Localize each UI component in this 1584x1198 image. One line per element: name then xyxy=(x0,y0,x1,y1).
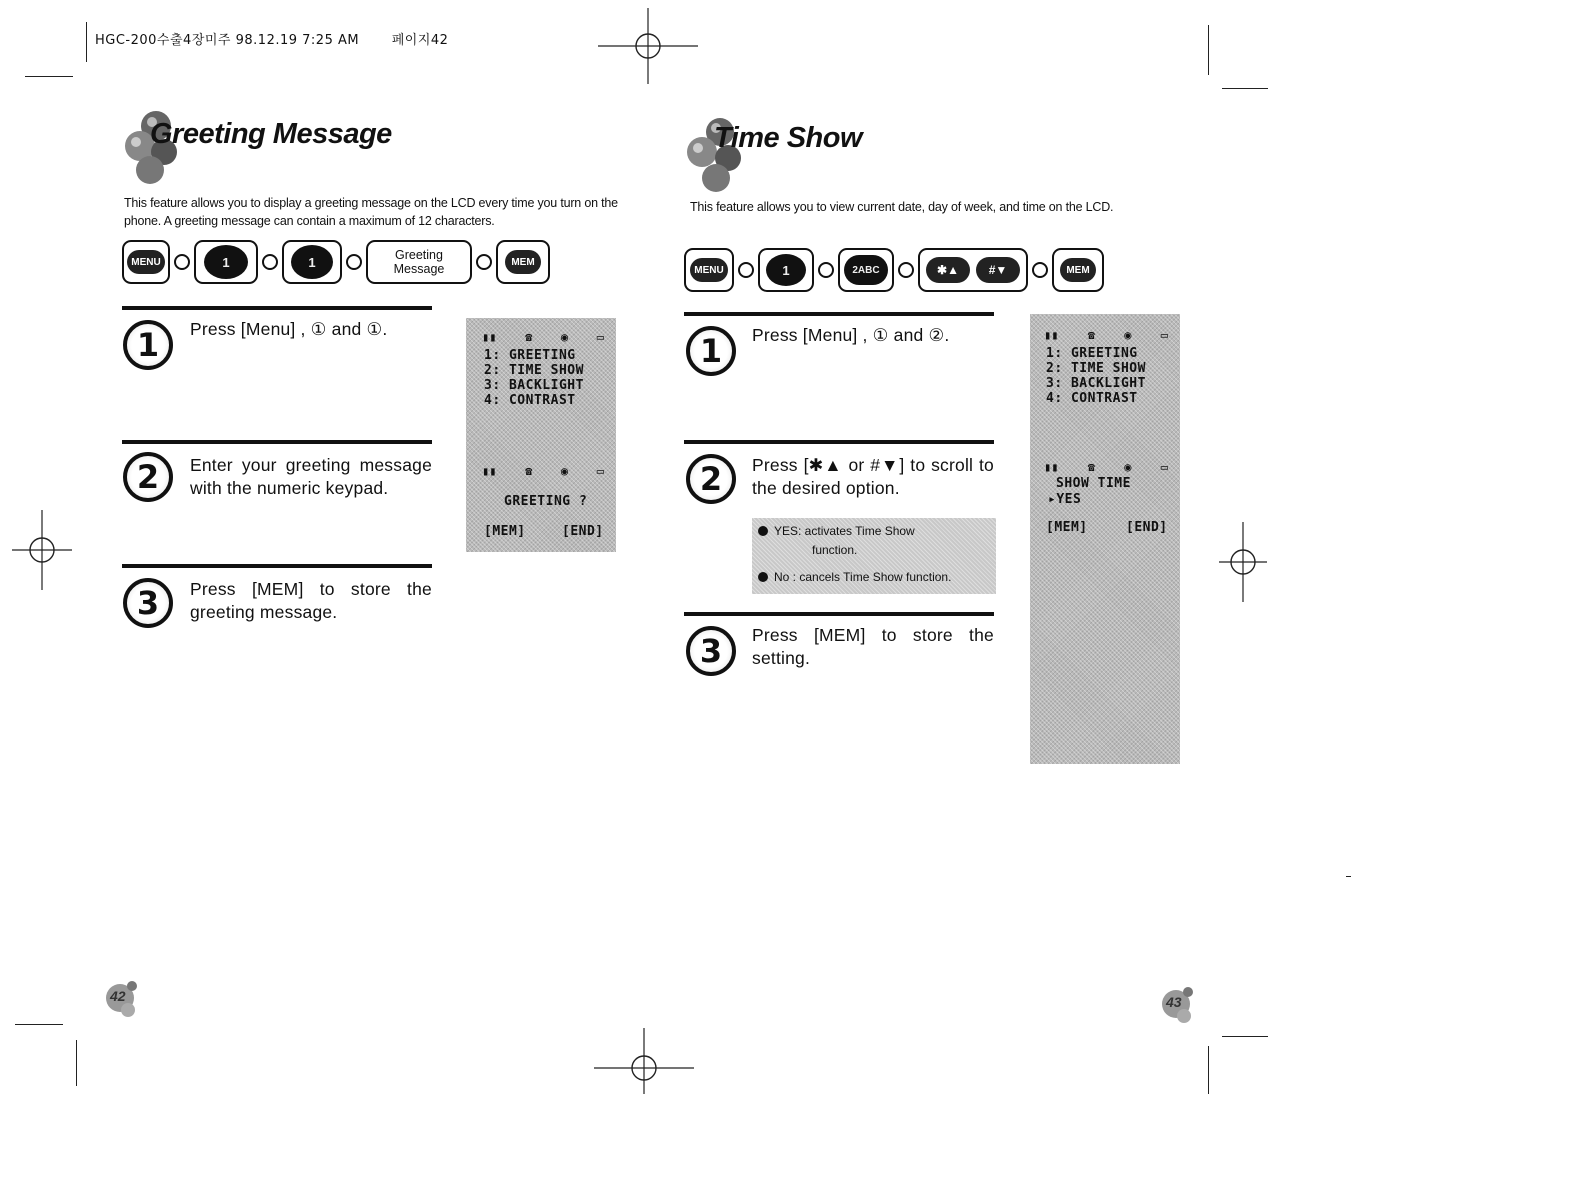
one-key xyxy=(758,248,814,292)
next-arrow-icon xyxy=(1032,262,1048,278)
next-arrow-icon xyxy=(476,254,492,270)
step-instruction: Press [Menu] , ① and ①. xyxy=(190,319,388,339)
phone-icon: ☎ xyxy=(1087,460,1095,474)
note-yes xyxy=(758,524,915,538)
roam-icon: ◉ xyxy=(1124,460,1132,474)
lcd-menu-line: 3: BACKLIGHT xyxy=(484,378,584,393)
feature-description: This feature allows you to view current date, day of week, and time on the LCD. xyxy=(690,200,1114,214)
note-no-text: No : cancels Time Show function. xyxy=(774,570,952,584)
step-divider xyxy=(122,306,432,310)
menu-key xyxy=(122,240,170,284)
step-number-badge: 2 xyxy=(686,454,736,504)
mem-key-label: MEM xyxy=(1060,258,1096,282)
crop-mark xyxy=(25,76,73,77)
crop-mark xyxy=(76,1040,77,1086)
one-key xyxy=(282,240,342,284)
step-number-badge: 2 xyxy=(123,452,173,502)
step-divider xyxy=(122,564,432,568)
entry-label-line1: Greeting xyxy=(395,248,443,262)
menu-key-label: MENU xyxy=(127,250,165,274)
crop-mark xyxy=(1222,1036,1268,1037)
greeting-message-entry xyxy=(366,240,472,284)
next-arrow-icon xyxy=(346,254,362,270)
page-number-badge xyxy=(1156,980,1202,1026)
one-key-label: 1 xyxy=(291,245,333,279)
page-number-badge xyxy=(100,974,146,1020)
lcd-menu-line: 4: CONTRAST xyxy=(1046,391,1138,406)
key-sequence xyxy=(122,240,550,284)
signal-icon: ▮▮ xyxy=(482,330,497,344)
step-number-badge: 3 xyxy=(123,578,173,628)
crop-mark xyxy=(1222,88,1268,89)
lcd-prompt-line: GREETING ? xyxy=(504,494,588,509)
lcd-menu-line: 3: BACKLIGHT xyxy=(1046,376,1146,391)
page-number: 42 xyxy=(110,988,126,1004)
lcd-softkey-right: [END] xyxy=(1126,520,1168,535)
one-key-label: 1 xyxy=(204,245,248,279)
lcd-menu-line: 1: GREETING xyxy=(1046,346,1138,361)
print-header-text: HGC-200수출4장미주 98.12.19 7:25 AM xyxy=(95,33,360,48)
registration-target-icon xyxy=(1193,522,1293,602)
roam-icon: ◉ xyxy=(560,330,569,344)
signal-icon: ▮▮ xyxy=(1044,460,1059,474)
page-title: Greeting Message xyxy=(150,118,392,150)
lcd-menu-line: 1: GREETING xyxy=(484,348,576,363)
menu-key-label: MENU xyxy=(690,258,728,282)
crop-mark xyxy=(1208,1046,1209,1094)
roam-icon: ◉ xyxy=(560,464,569,478)
key-sequence xyxy=(684,248,1104,292)
mem-key xyxy=(496,240,550,284)
note-yes-text: YES: activates Time Show xyxy=(774,524,915,538)
print-header xyxy=(95,29,448,48)
battery-icon: ▭ xyxy=(596,464,604,478)
step-instruction: Press [MEM] to store the setting. xyxy=(752,625,994,668)
bullet-icon xyxy=(758,572,768,582)
scroll-keys xyxy=(918,248,1028,292)
bullet-icon xyxy=(758,526,768,536)
feature-description: This feature allows you to display a greeting message on the LCD every time you turn on the phone. A greeting message can contain a maximum of 12 characters. xyxy=(124,196,618,228)
lcd-softkey-right: [END] xyxy=(562,524,604,539)
crop-mark xyxy=(15,1024,63,1025)
registration-target-icon xyxy=(598,6,698,86)
step-number-badge: 3 xyxy=(686,626,736,676)
step-instruction: Press [MEM] to store the greeting message. xyxy=(190,579,432,622)
step-divider xyxy=(122,440,432,444)
crop-mark xyxy=(1346,876,1351,877)
lcd-status-icons xyxy=(1044,460,1168,474)
lcd-option-line: ▸YES xyxy=(1048,492,1082,507)
mem-key xyxy=(1052,248,1104,292)
signal-icon: ▮▮ xyxy=(482,464,497,478)
next-arrow-icon xyxy=(898,262,914,278)
step-instruction: Enter your greeting message with the numeric keypad. xyxy=(190,455,432,498)
hash-down-key-label: #▼ xyxy=(976,257,1020,283)
step-instruction: Press [✱▲ or #▼] to scroll to the desired option. xyxy=(752,455,994,498)
lcd-title-line: SHOW TIME xyxy=(1056,476,1131,491)
lcd-menu-line: 2: TIME SHOW xyxy=(484,363,584,378)
lcd-screen xyxy=(466,318,616,552)
star-up-key-label: ✱▲ xyxy=(926,257,970,283)
page-title: Time Show xyxy=(714,122,863,154)
battery-icon: ▭ xyxy=(1160,460,1168,474)
option-notes xyxy=(752,518,996,594)
lcd-softkey-left: [MEM] xyxy=(1046,520,1088,535)
phone-icon: ☎ xyxy=(525,464,533,478)
crop-mark xyxy=(1208,25,1209,75)
step-number-badge: 1 xyxy=(686,326,736,376)
print-header-page: 페이지42 xyxy=(391,33,449,48)
phone-icon: ☎ xyxy=(525,330,533,344)
step-instruction: Press [Menu] , ① and ②. xyxy=(752,325,950,345)
registration-target-icon xyxy=(594,1028,694,1108)
next-arrow-icon xyxy=(818,262,834,278)
step-divider xyxy=(684,440,994,444)
next-arrow-icon xyxy=(262,254,278,270)
two-key xyxy=(838,248,894,292)
roam-icon: ◉ xyxy=(1124,328,1132,342)
lcd-menu-line: 4: CONTRAST xyxy=(484,393,576,408)
step-divider xyxy=(684,612,994,616)
page-number: 43 xyxy=(1166,994,1182,1010)
entry-label-line2: Message xyxy=(393,262,445,276)
next-arrow-icon xyxy=(738,262,754,278)
battery-icon: ▭ xyxy=(1160,328,1168,342)
one-key-label: 1 xyxy=(766,254,806,286)
lcd-softkey-left: [MEM] xyxy=(484,524,526,539)
mem-key-label: MEM xyxy=(505,250,541,274)
two-key-label: 2ABC xyxy=(844,255,888,285)
lcd-status-icons xyxy=(482,330,604,344)
lcd-screen xyxy=(1030,314,1180,764)
note-no xyxy=(758,570,951,584)
phone-icon: ☎ xyxy=(1087,328,1095,342)
note-yes-continued: function. xyxy=(812,543,858,557)
step-number-badge: 1 xyxy=(123,320,173,370)
crop-mark xyxy=(86,22,87,62)
menu-key xyxy=(684,248,734,292)
lcd-menu-line: 2: TIME SHOW xyxy=(1046,361,1146,376)
step-divider xyxy=(684,312,994,316)
signal-icon: ▮▮ xyxy=(1044,328,1059,342)
lcd-status-icons xyxy=(482,464,604,478)
lcd-status-icons xyxy=(1044,328,1168,342)
battery-icon: ▭ xyxy=(596,330,604,344)
one-key xyxy=(194,240,258,284)
registration-target-icon xyxy=(0,510,92,590)
next-arrow-icon xyxy=(174,254,190,270)
